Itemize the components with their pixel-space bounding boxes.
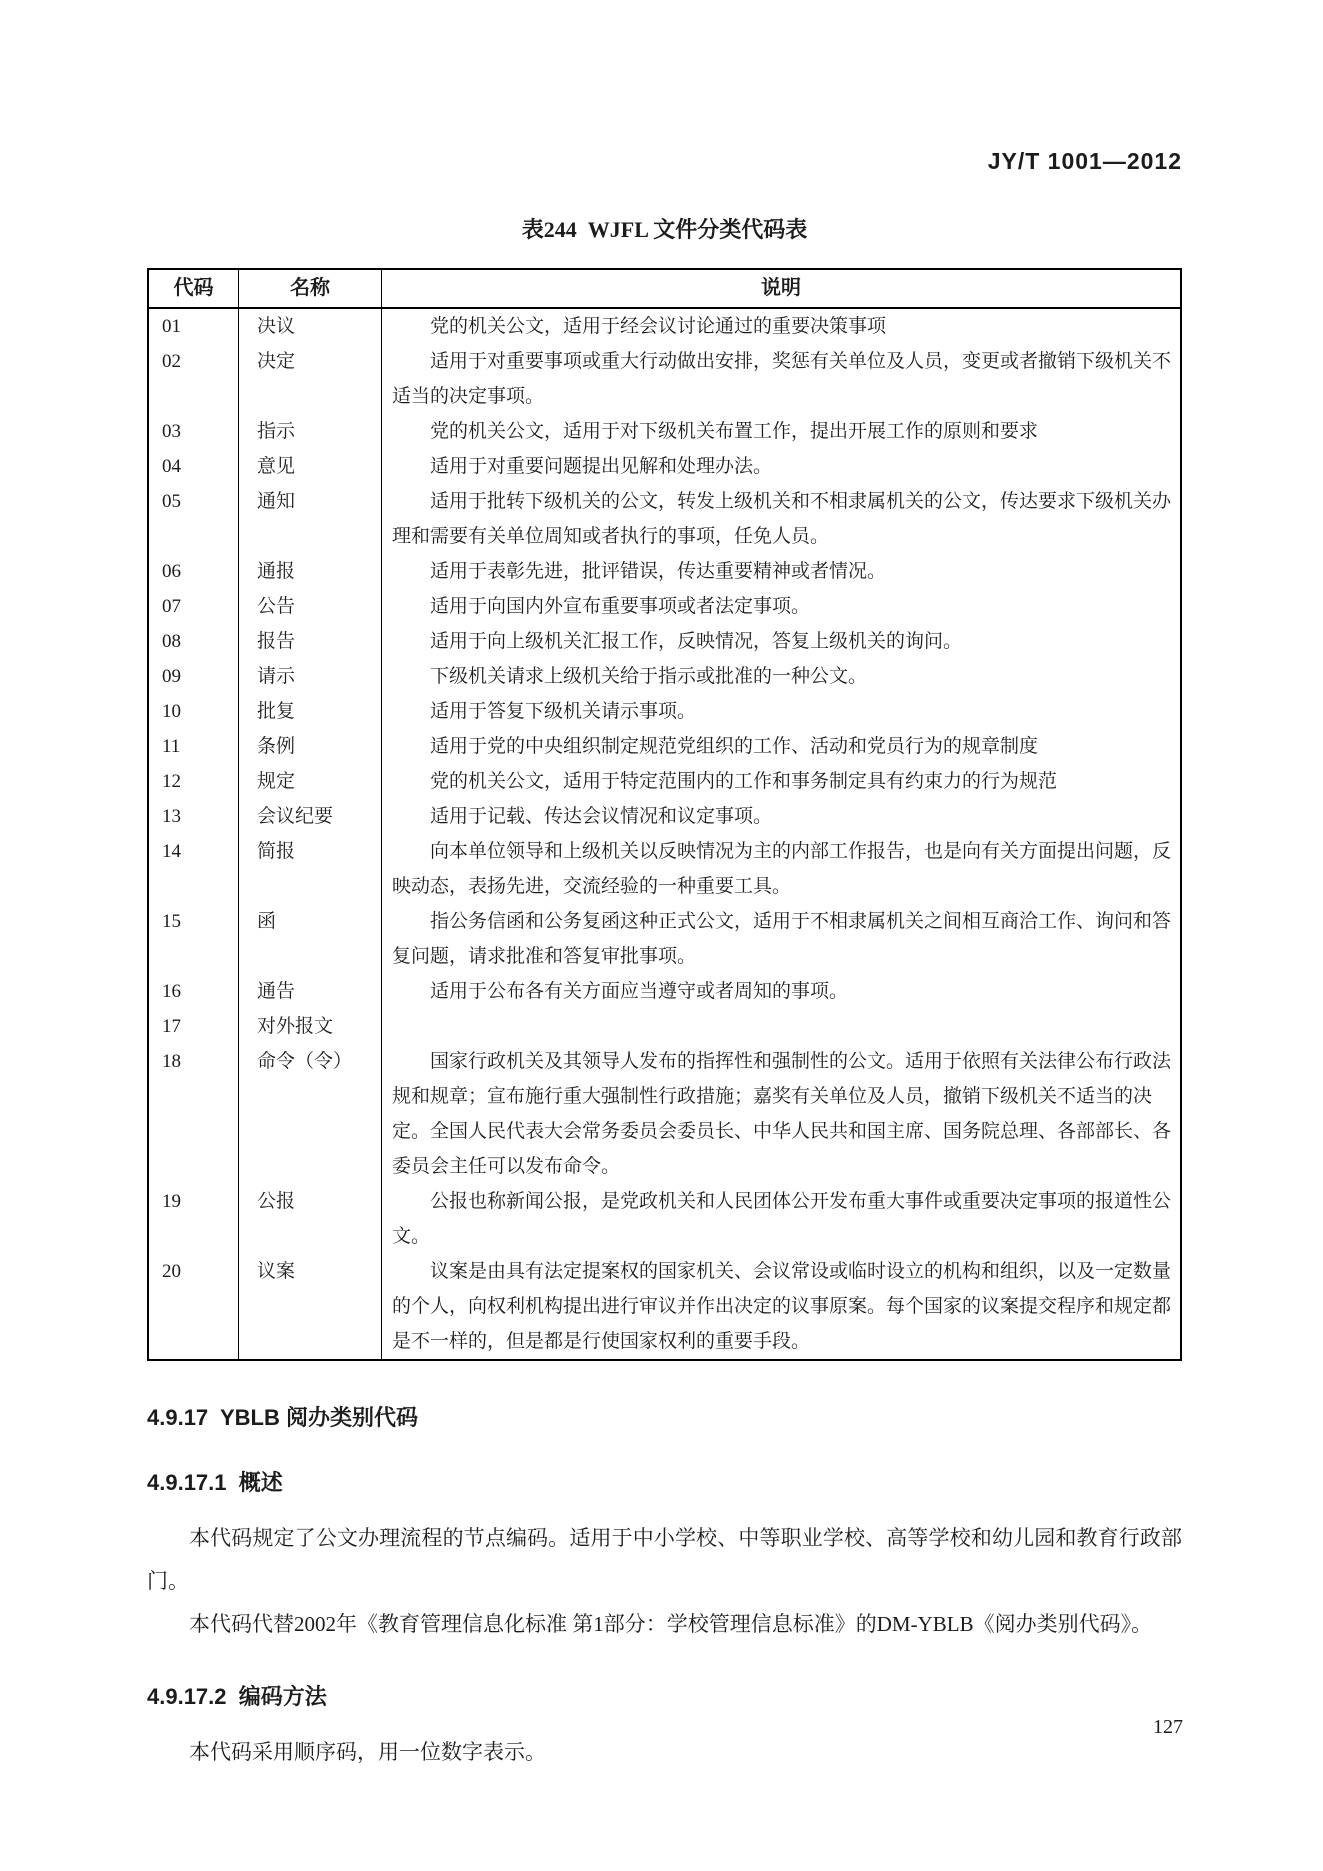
desc-cell: 指公务信函和公务复函这种正式公文，适用于不相隶属机关之间相互商洽工作、询问和答复问题，请求批准和答复审批事项。 <box>392 911 1172 967</box>
section-heading-49171: 4.9.17.1 概述 <box>147 1470 283 1495</box>
table-row <box>149 414 1180 449</box>
name-cell: 决定 <box>239 344 382 414</box>
table-row <box>149 484 1180 554</box>
table-row <box>149 554 1180 589</box>
doc-number: JY/T 1001—2012 <box>987 148 1182 174</box>
paragraph-overview-1: 本代码规定了公文办理流程的节点编码。适用于中小学校、中等职业学校、高等学校和幼儿园和教育行政部门。 <box>147 1526 1182 1593</box>
code-cell: 12 <box>149 764 239 799</box>
code-cell: 15 <box>149 904 239 974</box>
name-cell: 通知 <box>239 484 382 554</box>
code-cell: 04 <box>149 449 239 484</box>
table-row <box>149 904 1180 974</box>
table-row <box>149 1184 1180 1254</box>
desc-cell: 公报也称新闻公报，是党政机关和人民团体公开发布重大事件或重要决定事项的报道性公文。 <box>392 1191 1172 1247</box>
header-desc: 说明 <box>761 277 801 299</box>
code-cell: 02 <box>149 344 239 414</box>
table-row <box>149 589 1180 624</box>
table-row <box>149 694 1180 729</box>
table-row <box>149 309 1180 344</box>
name-cell: 指示 <box>239 414 382 449</box>
code-cell: 18 <box>149 1044 239 1184</box>
table-header-row <box>149 270 1180 309</box>
table-row <box>149 1254 1180 1359</box>
name-cell: 条例 <box>239 729 382 764</box>
section-heading-49172: 4.9.17.2 编码方法 <box>147 1684 327 1709</box>
table-row <box>149 834 1180 904</box>
name-cell: 请示 <box>239 659 382 694</box>
classification-table <box>147 268 1182 1361</box>
name-cell: 公报 <box>239 1184 382 1254</box>
name-cell: 通报 <box>239 554 382 589</box>
page-number: 127 <box>1153 1716 1183 1738</box>
desc-cell <box>382 1009 1180 1044</box>
code-cell: 17 <box>149 1009 239 1044</box>
desc-cell: 适用于记载、传达会议情况和议定事项。 <box>430 806 773 827</box>
name-cell: 报告 <box>239 624 382 659</box>
desc-cell: 议案是由具有法定提案权的国家机关、会议常设或临时设立的机构和组织，以及一定数量的个人，向权利机构提出进行审议并作出决定的议事原案。每个国家的议案提交程序和规定都是不一样的，但是都是行使国家权利的重要手段。 <box>392 1261 1172 1352</box>
code-cell: 03 <box>149 414 239 449</box>
code-cell: 06 <box>149 554 239 589</box>
desc-cell: 适用于对重要问题提出见解和处理办法。 <box>430 456 773 477</box>
name-cell: 公告 <box>239 589 382 624</box>
name-cell: 函 <box>239 904 382 974</box>
table-row <box>149 729 1180 764</box>
table-row <box>149 764 1180 799</box>
desc-cell: 适用于公布各有关方面应当遵守或者周知的事项。 <box>430 981 849 1002</box>
name-cell: 批复 <box>239 694 382 729</box>
header-code: 代码 <box>149 270 239 307</box>
name-cell: 对外报文 <box>239 1009 382 1044</box>
name-cell: 通告 <box>239 974 382 1009</box>
desc-cell: 适用于对重要事项或重大行动做出安排，奖惩有关单位及人员，变更或者撤销下级机关不适当的决定事项。 <box>392 351 1172 407</box>
code-cell: 13 <box>149 799 239 834</box>
name-cell: 规定 <box>239 764 382 799</box>
desc-cell: 向本单位领导和上级机关以反映情况为主的内部工作报告，也是向有关方面提出问题，反映动态，表扬先进，交流经验的一种重要工具。 <box>392 841 1172 897</box>
desc-cell: 党的机关公文，适用于对下级机关布置工作，提出开展工作的原则和要求 <box>430 421 1039 442</box>
code-cell: 08 <box>149 624 239 659</box>
table-row <box>149 974 1180 1009</box>
code-cell: 01 <box>149 309 239 344</box>
desc-cell: 党的机关公文，适用于经会议讨论通过的重要决策事项 <box>430 316 887 337</box>
desc-cell: 党的机关公文，适用于特定范围内的工作和事务制定具有约束力的行为规范 <box>430 771 1058 792</box>
code-cell: 09 <box>149 659 239 694</box>
table-row <box>149 659 1180 694</box>
code-cell: 16 <box>149 974 239 1009</box>
code-cell: 05 <box>149 484 239 554</box>
section-heading-4917: 4.9.17 YBLB 阅办类别代码 <box>147 1405 418 1430</box>
table-row <box>149 344 1180 414</box>
table-row <box>149 1044 1180 1184</box>
name-cell: 议案 <box>239 1254 382 1359</box>
code-cell: 11 <box>149 729 239 764</box>
header-name: 名称 <box>239 270 382 307</box>
name-cell: 命令（令） <box>239 1044 382 1184</box>
name-cell: 简报 <box>239 834 382 904</box>
table-row <box>149 449 1180 484</box>
table-row <box>149 624 1180 659</box>
name-cell: 会议纪要 <box>239 799 382 834</box>
desc-cell: 适用于向上级机关汇报工作，反映情况，答复上级机关的询问。 <box>430 631 963 652</box>
paragraph-overview-2: 本代码代替2002年《教育管理信息化标准 第1部分：学校管理信息标准》的DM-YBLB《阅办类别代码》。 <box>189 1612 1153 1636</box>
table-body <box>149 309 1180 1359</box>
table-row <box>149 1009 1180 1044</box>
desc-cell: 适用于党的中央组织制定规范党组织的工作、活动和党员行为的规章制度 <box>430 736 1039 757</box>
code-cell: 07 <box>149 589 239 624</box>
desc-cell: 适用于批转下级机关的公文，转发上级机关和不相隶属机关的公文，传达要求下级机关办理和需要有关单位周知或者执行的事项，任免人员。 <box>392 491 1172 547</box>
desc-cell: 下级机关请求上级机关给于指示或批准的一种公文。 <box>430 666 868 687</box>
code-cell: 10 <box>149 694 239 729</box>
paragraph-coding-method: 本代码采用顺序码，用一位数字表示。 <box>189 1740 546 1764</box>
desc-cell: 适用于表彰先进，批评错误，传达重要精神或者情况。 <box>430 561 887 582</box>
desc-cell: 适用于向国内外宣布重要事项或者法定事项。 <box>430 596 811 617</box>
code-cell: 19 <box>149 1184 239 1254</box>
code-cell: 14 <box>149 834 239 904</box>
name-cell: 决议 <box>239 309 382 344</box>
desc-cell: 适用于答复下级机关请示事项。 <box>430 701 697 722</box>
name-cell: 意见 <box>239 449 382 484</box>
desc-cell: 国家行政机关及其领导人发布的指挥性和强制性的公文。适用于依照有关法律公布行政法规和规章；宣布施行重大强制性行政措施；嘉奖有关单位及人员，撤销下级机关不适当的决定。全国人民代表大会常务委员会委员长、中华人民共和国主席、国务院总理、各部部长、各委员会主任可以发布命令。 <box>392 1051 1172 1177</box>
code-cell: 20 <box>149 1254 239 1359</box>
table-title: 表244 WJFL 文件分类代码表 <box>521 217 808 242</box>
table-row <box>149 799 1180 834</box>
